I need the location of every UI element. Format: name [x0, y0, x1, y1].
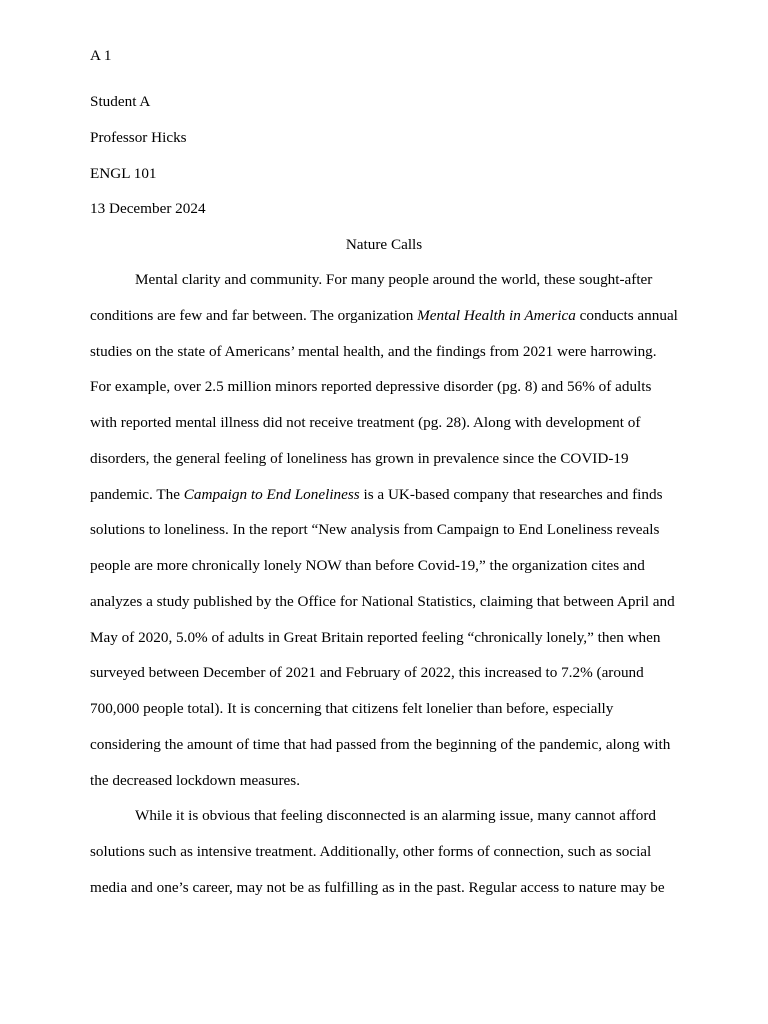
date: 13 December 2024: [90, 200, 206, 217]
professor-name: Professor Hicks: [90, 129, 187, 146]
course-name: ENGL 101: [90, 165, 157, 182]
paragraph-1: [90, 262, 680, 798]
paragraph-1-text-c: is a UK-based company that researches and finds solutions to loneliness. In the report “New analysis from Campaign to End Loneliness reveals people are more chronically lonely NOW than before Covid-19,” the organization cites and analyzes a study published by the Office for National Statistics, claiming that between April and May of 2020, 5.0% of adults in Great Britain reported feeling “chronically lonely,” then when surveyed between December of 2021 and February of 2022, this increased to 7.2% (around 700,000 people total). It is concerning that citizens felt lonelier than before, especially considering the amount of time that had passed from the beginning of the pandemic, along with the decreased lockdown measures.: [90, 485, 675, 789]
essay-title: Nature Calls: [345, 236, 423, 253]
student-name: Student A: [90, 93, 151, 110]
paragraph-1-italic-title-a: Mental Health in America: [417, 306, 576, 324]
paragraph-1-italic-title-b: Campaign to End Loneliness: [183, 485, 360, 503]
paragraph-1-text-a: Mental clarity and community. For many people around the world, these sought-after conditions are few and far between. The organization: [90, 271, 653, 324]
page-header: A 1: [90, 47, 112, 64]
paragraph-1-text-b: conducts annual studies on the state of Americans’ mental health, and the findings from 2021 were harrowing. For example, over 2.5 million minors reported depressive disorder (pg. 8) and 56% of adults with reported mental illness did not receive treatment (pg. 28). Along with development of disorders, the general feeling of loneliness has grown in prevalence since the COVID-19 pandemic. The: [90, 306, 678, 503]
paragraph-2: While it is obvious that feeling disconnected is an alarming issue, many cannot afford solutions such as intensive treatment. Additionally, other forms of connection, such as social media and one’s career, may not be as fulfilling as in the past. Regular access to nature may be: [90, 807, 665, 896]
